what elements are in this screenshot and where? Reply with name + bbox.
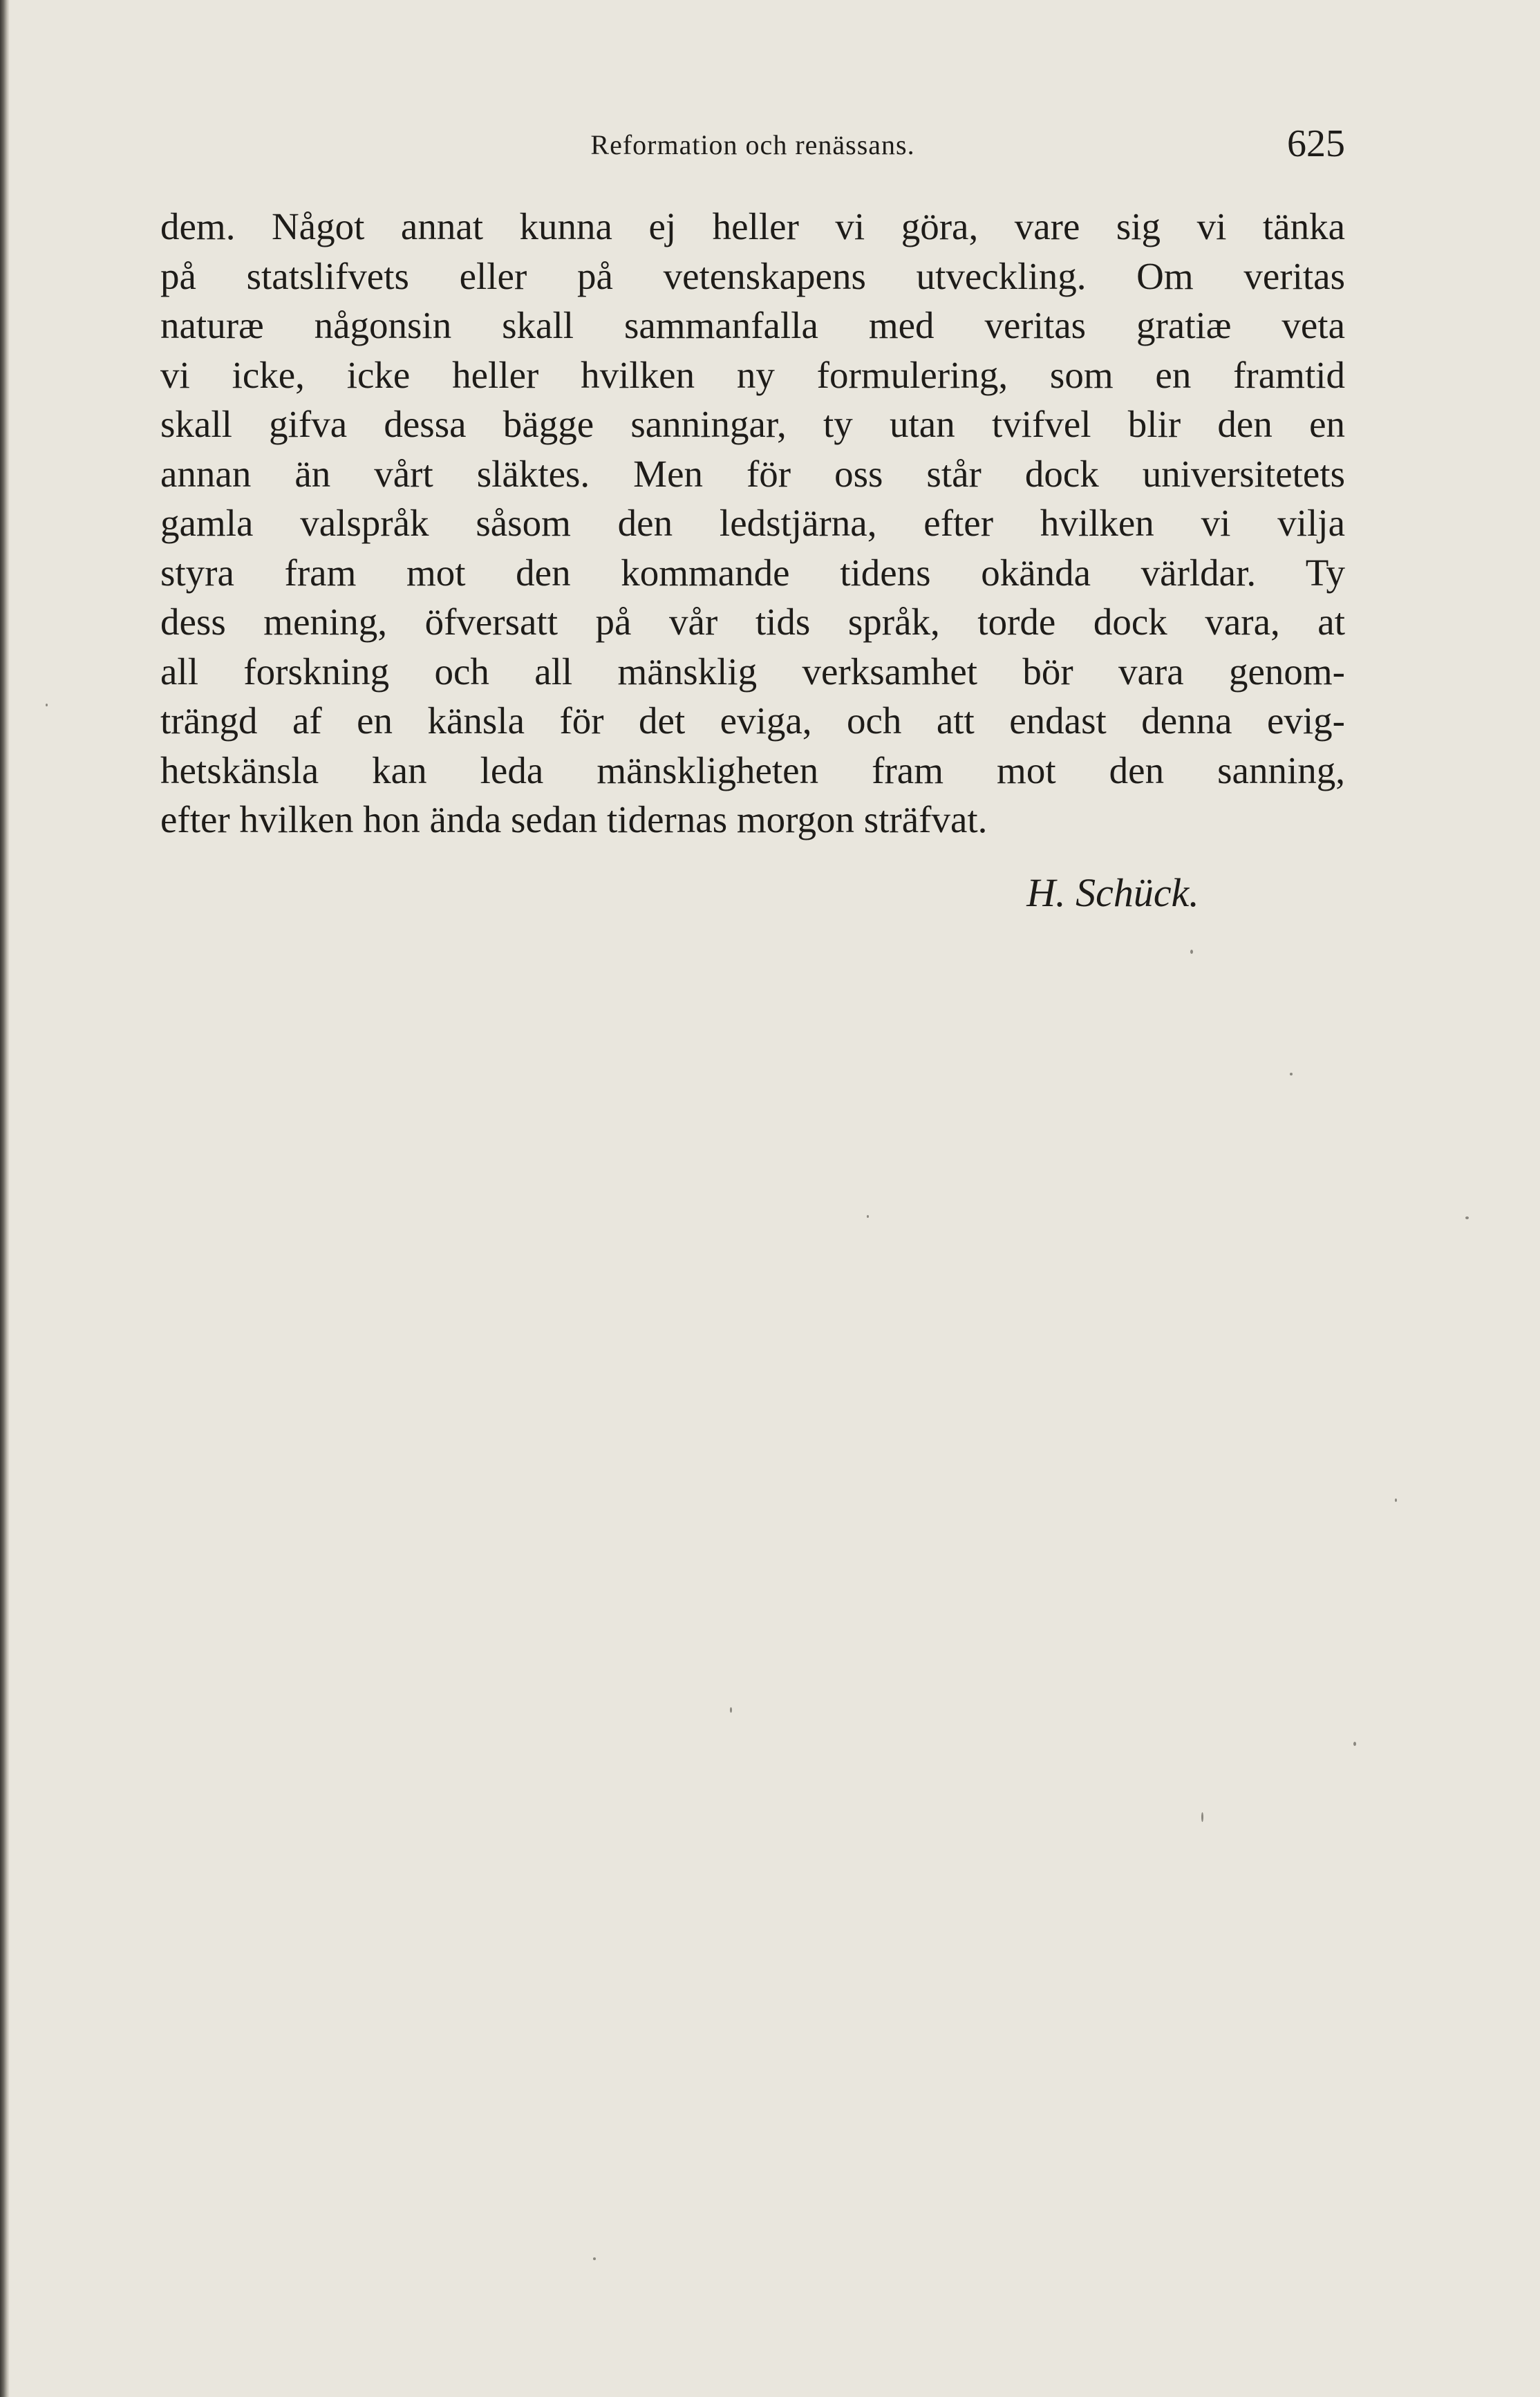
text-line: hetskänsla kan leda mänskligheten fram mot den sanning,: [160, 749, 1345, 791]
text-line: skall gifva dessa bägge sanningar, ty utan tvifvel blir den en: [160, 403, 1345, 445]
page-number: 625: [1287, 122, 1345, 165]
running-header: [160, 122, 1345, 170]
paper-speck: [1190, 950, 1193, 954]
binding-edge: [0, 0, 10, 2397]
text-line: all forskning och all mänsklig verksamhet bör vara genom-: [160, 650, 1345, 693]
text-line: trängd af en känsla för det eviga, och att endast denna evig-: [160, 699, 1345, 742]
paper-speck: [1395, 1498, 1397, 1502]
paper-speck: [593, 2257, 596, 2260]
text-line: annan än vårt släktes. Men för oss står dock universitetets: [160, 452, 1345, 495]
text-line: dem. Något annat kunna ej heller vi göra, vare sig vi tänka: [160, 205, 1345, 247]
paper-speck: [1201, 1812, 1203, 1822]
author-signature: H. Schück.: [1026, 870, 1199, 915]
body-paragraph: [160, 202, 1345, 845]
text-line: efter hvilken hon ända sedan tidernas morgon sträfvat.: [160, 798, 988, 840]
paper-speck: [730, 1707, 732, 1713]
running-title: Reformation och renässans.: [590, 129, 915, 160]
text-line: på statslifvets eller på vetenskapens utveckling. Om veritas: [160, 254, 1345, 297]
text-line: dess mening, öfversatt på vår tids språk, torde dock vara, at: [160, 601, 1345, 643]
paper-speck: [1465, 1216, 1469, 1219]
text-line: gamla valspråk såsom den ledstjärna, efter hvilken vi vilja: [160, 502, 1345, 544]
text-line: naturæ någonsin skall sammanfalla med veritas gratiæ veta: [160, 304, 1345, 346]
text-line: styra fram mot den kommande tidens okända världar. Ty: [160, 551, 1345, 594]
paper-speck: [1353, 1742, 1356, 1746]
paper-speck: [46, 704, 48, 706]
text-line: vi icke, icke heller hvilken ny formulering, som en framtid: [160, 353, 1345, 396]
paper-speck: [867, 1215, 869, 1218]
paper-speck: [1290, 1073, 1293, 1075]
